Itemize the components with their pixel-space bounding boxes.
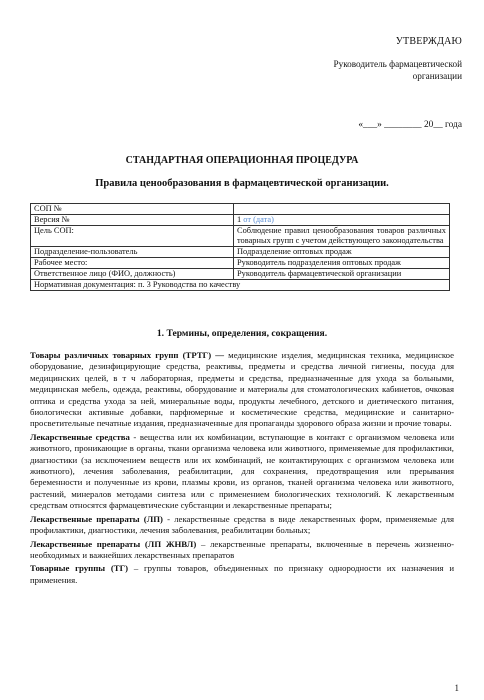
definition-term: Лекарственные препараты (ЛП) [30, 513, 163, 524]
section-heading: 1. Термины, определения, сокращения. [156, 328, 328, 339]
goal-label: Цель СОП: [31, 226, 234, 247]
approver-position: Руководитель фармацевтической организации [333, 59, 462, 81]
definition-term: Лекарственные средства [30, 431, 130, 442]
definition-term: Товарные группы (ТГ) [30, 563, 129, 574]
normative-docs: Нормативная документация: п. 3 Руководства по качеству [31, 280, 450, 291]
table-row [31, 204, 450, 215]
workplace-label: Рабочее место: [31, 258, 234, 269]
version-value [234, 215, 450, 226]
sop-number-label: СОП № [31, 204, 234, 215]
document-subtitle: Правила ценообразования в фармацевтической организации. [95, 178, 389, 189]
definition-paragraph [30, 350, 454, 430]
document-title: СТАНДАРТНАЯ ОПЕРАЦИОННАЯ ПРОЦЕДУРА [125, 155, 359, 166]
table-row [31, 226, 450, 247]
workplace-value: Руководитель подразделения оптовых продаж [234, 258, 450, 269]
responsible-value: Руководитель фармацевтической организации [234, 269, 450, 280]
definition-term: Товары различных товарных групп (ТРТГ) — [30, 350, 225, 360]
definition-text: – лекарственные препараты, включенные в перечень жизненно-необходимых и важнейших лекарственных препаратов [30, 538, 455, 560]
table-row [31, 215, 450, 226]
definitions-body [30, 350, 454, 588]
definition-text: - вещества или их комбинации, вступающие в контакт с организмом человека или животного, проникающие в органы, ткани организма человека или животного, применяемые для профилактики, диагностики (за исключением веществ или их комбинаций, не контактирующих с организмом человека или животного), лечения заболевания, реабилитации, для сохранения, предотвращения или прерывания беременности и полученные из крови, плазмы крови, из органов, тканей организма человека или животного, растений, минералов методами синтеза или с применением биологических технологий. К лекарственным средствам относятся фармацевтические субстанции и лекарственные препараты; [30, 431, 455, 511]
table-row [31, 269, 450, 280]
approval-date-line: «___» ________ 20__ года [358, 120, 462, 130]
sop-number-value [234, 204, 450, 215]
table-row [31, 280, 450, 291]
approve-heading: УТВЕРЖДАЮ [395, 36, 462, 47]
definition-text: - лекарственные средства в виде лекарственных форм, применяемые для профилактики, диагностики, лечения заболевания, реабилитации больных; [30, 513, 454, 536]
definition-text: медицинские изделия, медицинская техника, медицинское оборудование, дезинфицирующие средства, реактивы, предметы и средства личной гигиены, посуда для медицинских целей, в т ч лабораторная, предметы и средства, предназначенные для ухода за больными, медицинская мебель, одежда, реактивы, оборудование и материалы для стоматологических кабинетов, очковая оптика и средства ухода за ней, минеральные воды, продукты лечебного, детского и диетического питания, биологически активные добавки, парфюмерные и косметические средства, медицинские и санитарно-просветительные печатные издания, предназначенные для пропаганды здорового образа жизни и прочие товары. [30, 350, 454, 429]
division-label: Подразделение-пользователь [31, 247, 234, 258]
responsible-label: Ответственное лицо (ФИО, должность) [31, 269, 234, 280]
definition-paragraph [30, 432, 454, 512]
table-row [31, 258, 450, 269]
definition-paragraph [30, 514, 454, 537]
definition-term: Лекарственные препараты (ЛП ЖНВЛ) [30, 538, 197, 549]
version-date: от (дата) [243, 215, 274, 224]
goal-value: Соблюдение правил ценообразования товаров различных товарных групп с учетом действующего законодательства [234, 226, 450, 247]
definition-text: – группы товаров, объединенных по признаку однородности их назначения и применения. [30, 563, 454, 585]
table-row [31, 247, 450, 258]
version-number: 1 [237, 215, 242, 224]
division-value: Подразделение оптовых продаж [234, 247, 450, 258]
version-label: Версия № [31, 215, 234, 226]
sop-info-table [30, 203, 450, 291]
definition-paragraph [30, 539, 454, 562]
definition-paragraph [30, 563, 454, 586]
page-number: 1 [454, 683, 459, 693]
